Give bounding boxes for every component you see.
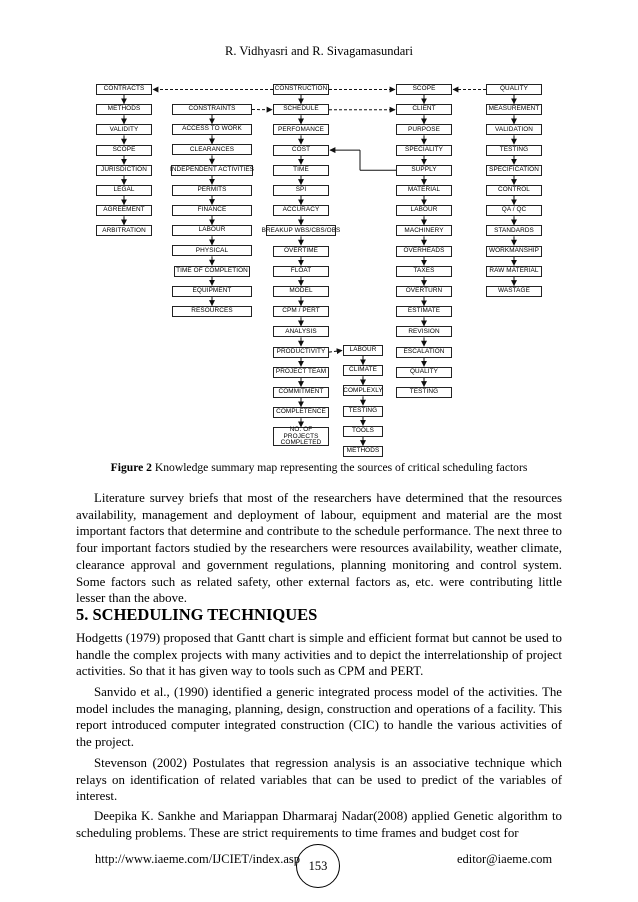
map-box-scope-client: CLIENT	[396, 104, 452, 115]
map-box-quality-testing: TESTING	[486, 145, 542, 156]
map-box-constraints-physical: PHYSICAL	[172, 245, 252, 256]
map-box-construction-model: MODEL	[273, 286, 329, 297]
map-box-productivity_branch-methods: METHODS	[343, 446, 383, 457]
map-box-construction-schedule: SCHEDULE	[273, 104, 329, 115]
map-box-scope-machinery: MACHINERY	[396, 225, 452, 236]
map-box-construction-breakup-wbs-cbs-obs: BREAKUP WBS/CBS/OBS	[266, 225, 336, 236]
map-box-constraints-resources: RESOURCES	[172, 306, 252, 317]
map-box-scope-labour: LABOUR	[396, 205, 452, 216]
map-box-constraints-constraints: CONSTRAINTS	[172, 104, 252, 115]
map-box-construction-commitment: COMMITMENT	[273, 387, 329, 398]
map-box-scope-scope: SCOPE	[396, 84, 452, 95]
map-box-quality-measurement: MEASUREMENT	[486, 104, 542, 115]
map-box-construction-cpm-pert: CPM / PERT	[273, 306, 329, 317]
map-box-quality-validation: VALIDATION	[486, 124, 542, 135]
figure-label: Figure 2	[110, 461, 152, 474]
map-box-construction-project-team: PROJECT TEAM	[273, 367, 329, 378]
map-box-scope-estimate: ESTIMATE	[396, 306, 452, 317]
map-box-scope-supply: SUPPLY	[396, 165, 452, 176]
map-box-quality-standards: STANDARDS	[486, 225, 542, 236]
map-box-quality-qa-qc: QA / QC	[486, 205, 542, 216]
map-box-productivity_branch-climate: CLIMATE	[343, 365, 383, 376]
map-box-scope-revision: REVISION	[396, 326, 452, 337]
running-header: R. Vidhyasri and R. Sivagamasundari	[225, 44, 413, 58]
map-box-contracts-arbitration: ARBITRATION	[96, 225, 152, 236]
map-box-quality-quality: QUALITY	[486, 84, 542, 95]
map-box-quality-wastage: WASTAGE	[486, 286, 542, 297]
map-box-construction-float: FLOAT	[273, 266, 329, 277]
map-box-quality-specification: SPECIFICATION	[486, 165, 542, 176]
map-box-contracts-scope: SCOPE	[96, 145, 152, 156]
map-box-productivity_branch-testing: TESTING	[343, 406, 383, 417]
map-box-construction-perfomance: PERFOMANCE	[273, 124, 329, 135]
map-box-construction-time: TIME	[273, 165, 329, 176]
map-box-contracts-legal: LEGAL	[96, 185, 152, 196]
section-title: 5. SCHEDULING TECHNIQUES	[76, 605, 318, 624]
map-box-constraints-equipment: EQUIPMENT	[172, 286, 252, 297]
map-box-productivity_branch-tools: TOOLS	[343, 426, 383, 437]
paragraph-sankhe: Deepika K. Sankhe and Mariappan Dharmaraj Nadar(2008) applied Genetic algorithm to scheduling problems. These are strict requirements to time frames and budget cost for	[76, 809, 562, 840]
map-box-construction-construction: CONSTRUCTION	[273, 84, 329, 95]
map-box-scope-escalation: ESCALATION	[396, 347, 452, 358]
map-box-contracts-jurisdiction: JURISDICTION	[96, 165, 152, 176]
paragraph-hodgetts: Hodgetts (1979) proposed that Gantt chart is simple and efficient format but cannot be used to handle the complex projects with many activities and to depict the interrelationship of project activities. So that it has given way to tools such as CPM and PERT.	[76, 631, 562, 679]
map-box-construction-overtime: OVERTIME	[273, 246, 329, 257]
map-box-contracts-contracts: CONTRACTS	[96, 84, 152, 95]
map-box-constraints-access-to-work: ACCESS TO WORK	[172, 124, 252, 135]
map-box-construction-cost: COST	[273, 145, 329, 156]
map-box-construction-spi: SPI	[273, 185, 329, 196]
map-box-constraints-clearances: CLEARANCES	[172, 144, 252, 155]
map-box-constraints-time-of-completion: TIME OF COMPLETION	[174, 266, 250, 277]
map-box-scope-purpose: PURPOSE	[396, 124, 452, 135]
paragraph-stevenson: Stevenson (2002) Postulates that regression analysis is an associative technique which relays on identification of related variables that can be used to predict of the variables of interest.	[76, 756, 562, 804]
map-box-productivity_branch-labour: LABOUR	[343, 345, 383, 356]
paragraph-literature-survey: Literature survey briefs that most of the researchers have determined that the resources availability, management and deployment of labour, equipment and material are the most important factors that determine and contribute to the schedule performance. The next three to four important factors studied by the researchers were resources availability, weather climate, clearance approval and government regulations, planning monitoring and control system. Some factors such as related safety, other external factors as, etc. were contributing little lesser than the above.	[76, 491, 562, 606]
map-box-scope-testing: TESTING	[396, 387, 452, 398]
map-box-constraints-finance: FINANCE	[172, 205, 252, 216]
map-box-constraints-labour: LABOUR	[172, 225, 252, 236]
map-box-contracts-agreement: AGREEMENT	[96, 205, 152, 216]
map-box-productivity_branch-complexly: COMPLEXLY	[343, 385, 383, 396]
map-box-quality-workmanship: WORKMANSHIP	[486, 246, 542, 257]
footer-url[interactable]: http://www.iaeme.com/IJCIET/index.asp	[95, 852, 301, 866]
map-box-contracts-methods: METHODS	[96, 104, 152, 115]
map-box-scope-overheads: OVERHEADS	[396, 246, 452, 257]
map-box-quality-raw-material: RAW MATERIAL	[486, 266, 542, 277]
footer-email[interactable]: editor@iaeme.com	[457, 852, 553, 866]
map-box-construction-completence: COMPLETENCE	[273, 407, 329, 418]
map-box-construction-accuracy: ACCURACY	[273, 205, 329, 216]
page-number: 153	[296, 844, 340, 888]
map-box-constraints-permits: PERMITS	[172, 185, 252, 196]
map-box-scope-material: MATERIAL	[396, 185, 452, 196]
map-box-construction-analysis: ANALYSIS	[273, 326, 329, 337]
map-box-scope-quality: QUALITY	[396, 367, 452, 378]
map-box-construction-no-of-projects-completed: NO. OF PROJECTS COMPLETED	[273, 427, 329, 446]
map-box-scope-taxes: TAXES	[396, 266, 452, 277]
paragraph-sanvido: Sanvido et al., (1990) identified a generic integrated process model of the activities. The model includes the managing, planning, design, construction and operations of a facility. This report introduced computer integrated construction (CIC) to handle the various activities of the project.	[76, 685, 562, 750]
map-box-contracts-validity: VALIDITY	[96, 124, 152, 135]
map-box-scope-overturn: OVERTURN	[396, 286, 452, 297]
figure-caption-text: Knowledge summary map representing the sources of critical scheduling factors	[151, 461, 528, 474]
map-box-constraints-independent-activities: INDEPENDENT ACTIVITIES	[171, 165, 253, 176]
figure-caption	[0, 461, 638, 474]
map-box-scope-speciality: SPECIALITY	[396, 145, 452, 156]
map-box-quality-control: CONTROL	[486, 185, 542, 196]
map-box-construction-productivity: PRODUCTIVITY	[273, 347, 329, 358]
